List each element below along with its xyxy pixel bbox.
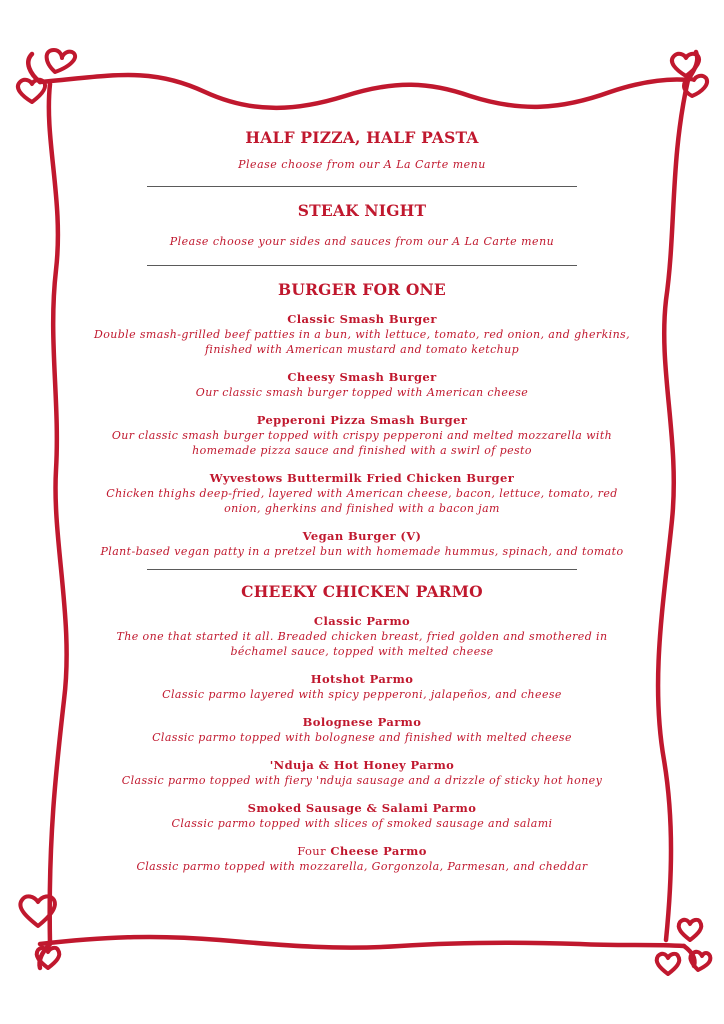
section-cheeky-chicken-parmo (90, 582, 634, 874)
menu-item-name: Classic Smash Burger (287, 312, 437, 326)
frame-left-edge (49, 84, 67, 944)
menu-item-description: Our classic smash burger topped with American cheese (195, 386, 529, 399)
menu-item-name: Hotshot Parmo (310, 672, 414, 686)
section-note: Please choose from our A La Carte menu (238, 158, 486, 171)
menu-item-name: Pepperoni Pizza Smash Burger (256, 413, 468, 427)
section-title: BURGER FOR ONE (278, 280, 446, 299)
heart-icon (47, 50, 75, 72)
menu-item (90, 529, 634, 559)
heart-icon (679, 920, 702, 940)
menu-item (90, 312, 634, 357)
menu-item-description: Classic parmo topped with fiery 'nduja sausage and a drizzle of sticky hot honey (121, 774, 603, 787)
section-note: Please choose your sides and sauces from our A La Carte menu (169, 235, 555, 248)
menu-item-name: 'Nduja & Hot Honey Parmo (269, 758, 455, 772)
menu-item-description: Classic parmo topped with mozzarella, Gorgonzola, Parmesan, and cheddar (136, 860, 588, 873)
section-half-pizza-half-pasta (90, 128, 634, 172)
menu-item-description: Classic parmo topped with slices of smoked sausage and salami (171, 817, 553, 830)
menu-item (90, 715, 634, 745)
menu-item-name: Wyvestows Buttermilk Fried Chicken Burger (209, 471, 515, 485)
menu-item-description: Plant-based vegan patty in a pretzel bun with homemade hummus, spinach, and tomato (100, 545, 624, 558)
section-steak-night (90, 201, 634, 249)
menu-item (90, 370, 634, 400)
menu-content (90, 128, 634, 874)
menu-item-description: Double smash-grilled beef patties in a bun, with lettuce, tomato, red onion, and gherkins, finished with American mustard and tomato ketchup (93, 328, 630, 356)
menu-item-name-main: Cheese Parmo (330, 844, 427, 858)
menu-item-name-prefix: Four (297, 844, 326, 858)
section-title: STEAK NIGHT (297, 201, 427, 220)
menu-item (90, 844, 634, 874)
section-title: CHEEKY CHICKEN PARMO (241, 582, 483, 601)
menu-item (90, 672, 634, 702)
menu-item-description: Chicken thighs deep-fried, layered with American cheese, bacon, lettuce, tomato, red onion, gherkins and finished with a bacon jam (106, 487, 618, 515)
menu-item (90, 471, 634, 516)
section-title: HALF PIZZA, HALF PASTA (245, 128, 479, 147)
menu-item-description: Classic parmo topped with bolognese and finished with melted cheese (152, 731, 572, 744)
menu-item-name: Cheesy Smash Burger (287, 370, 437, 384)
menu-item-description: Classic parmo layered with spicy pepperoni, jalapeños, and cheese (162, 688, 562, 701)
menu-item (90, 758, 634, 788)
menu-item (90, 413, 634, 458)
menu-item (90, 801, 634, 831)
menu-item-description: Our classic smash burger topped with crispy pepperoni and melted mozzarella with homemade pizza sauce and finished with a swirl of pesto (111, 429, 613, 457)
menu-item (90, 614, 634, 659)
divider (147, 569, 577, 570)
menu-item-name (90, 844, 634, 859)
section-burger-for-one (90, 280, 634, 559)
frame-bottom-edge (40, 937, 684, 948)
frame-right-edge (658, 80, 688, 940)
divider (147, 186, 577, 187)
divider (147, 265, 577, 266)
menu-item-name: Vegan Burger (V) (302, 529, 422, 543)
menu-item-name: Smoked Sausage & Salami Parmo (247, 801, 477, 815)
heart-icon (657, 954, 680, 974)
menu-item-name: Bolognese Parmo (302, 715, 422, 729)
menu-item-name: Classic Parmo (313, 614, 411, 628)
frame-top-edge (40, 75, 688, 108)
menu-item-description: The one that started it all. Breaded chicken breast, fried golden and smothered in béchamel sauce, topped with melted cheese (116, 630, 608, 658)
